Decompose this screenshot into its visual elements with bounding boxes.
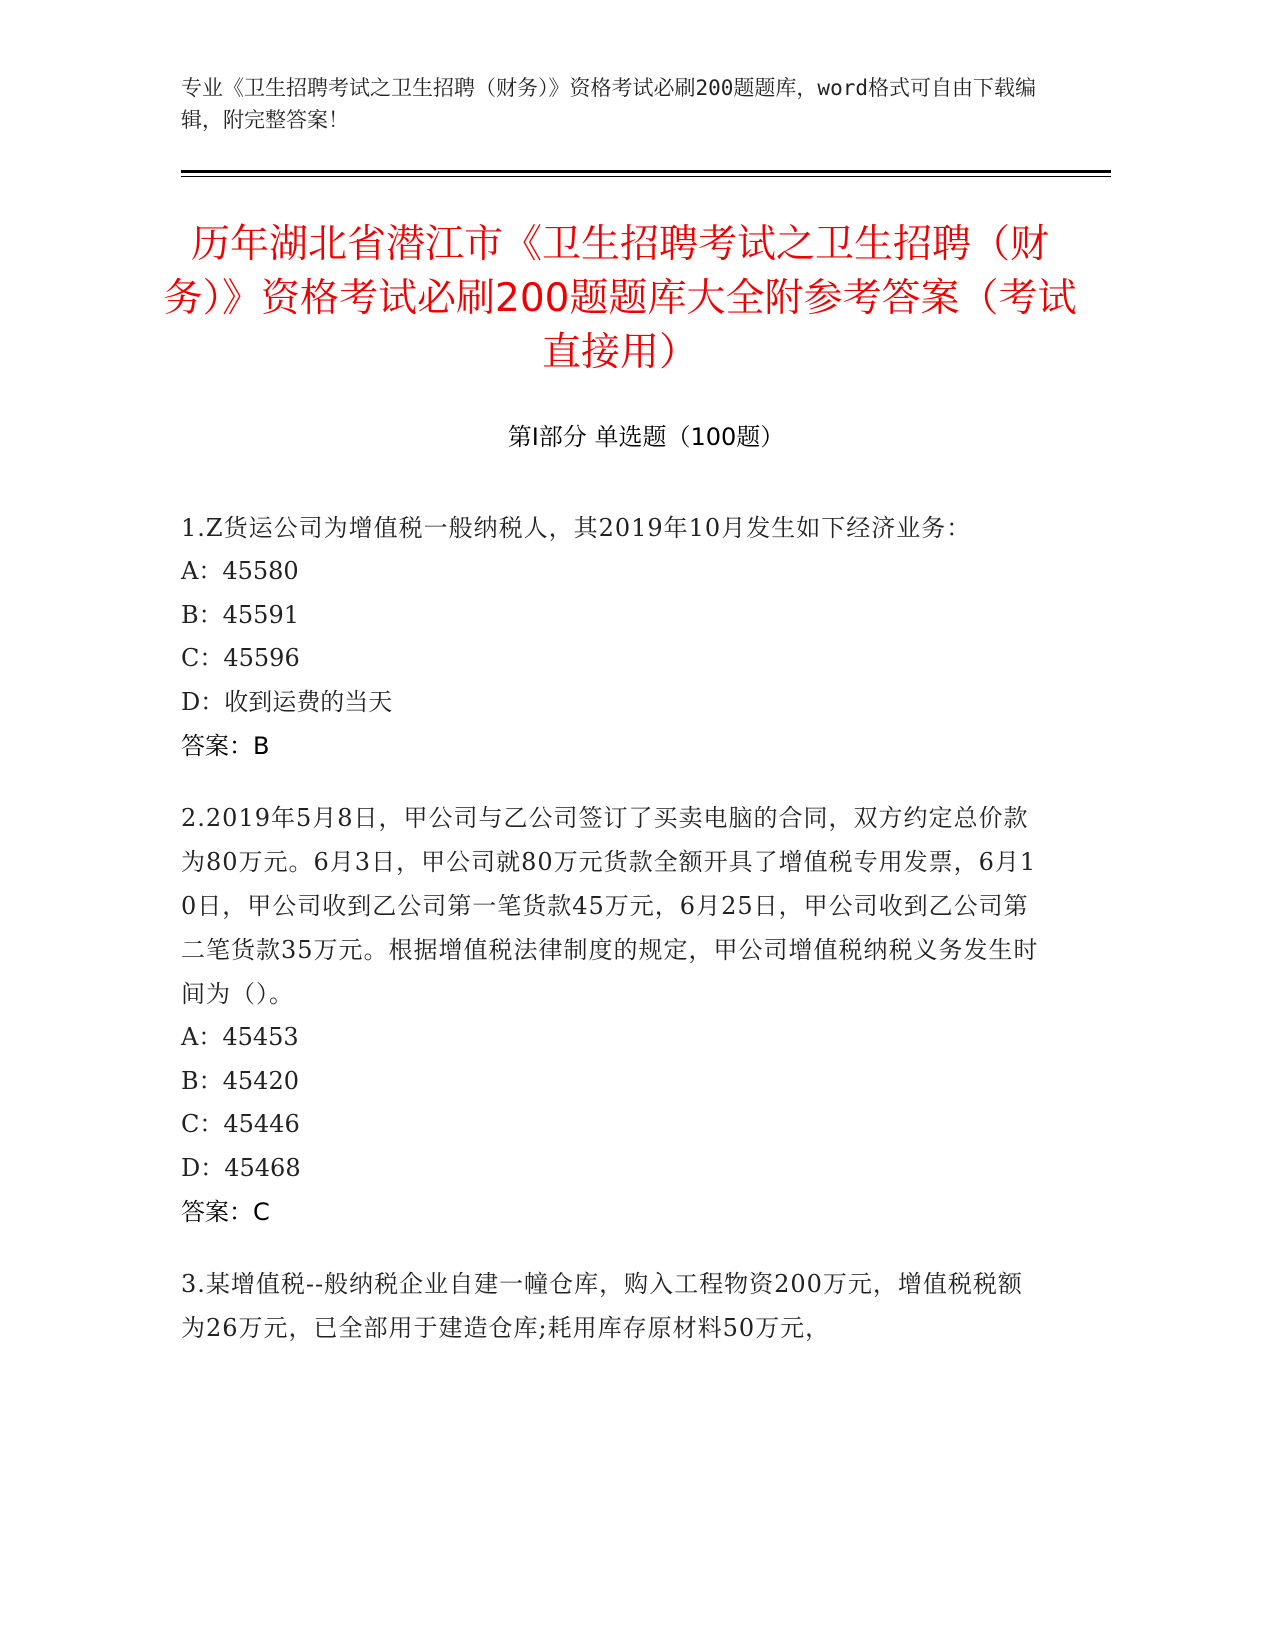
- option-letter: B：: [181, 1066, 223, 1095]
- option-text: 45580: [222, 557, 299, 585]
- answer-value: B: [253, 732, 270, 760]
- answer-line: [181, 1190, 1041, 1234]
- option-text: 45453: [222, 1023, 299, 1051]
- question-1: [181, 506, 1041, 768]
- option-c: [181, 1103, 1041, 1147]
- option-letter: B：: [181, 600, 223, 629]
- header-divider-thin: [181, 176, 1111, 177]
- option-text: 45596: [223, 644, 300, 672]
- header-divider-thick: [181, 170, 1111, 173]
- option-letter: A：: [181, 1023, 223, 1051]
- option-letter: C：: [181, 1110, 224, 1138]
- answer-label: 答案：: [181, 732, 253, 760]
- document-title: 历年湖北省潜江市《卫生招聘考试之卫生招聘（财务）》资格考试必刷200题题库大全附参考答案（考试直接用）: [163, 222, 1077, 375]
- option-letter: A：: [181, 557, 223, 585]
- answer-line: [181, 724, 1041, 768]
- section-heading: 第Ⅰ部分 单选题（100题）: [507, 423, 785, 451]
- option-text: 45591: [222, 600, 299, 629]
- option-letter: D：: [181, 687, 225, 716]
- option-text: 45446: [223, 1110, 300, 1138]
- option-c: [181, 637, 1041, 681]
- question-2: [181, 796, 1041, 1234]
- question-stem: 3.某增值税--般纳税企业自建一幢仓库，购入工程物资200万元，增值税税额为26万元，已全部用于建造仓库;耗用库存原材料50万元，: [181, 1270, 1023, 1342]
- question-stem: 2.2019年5月8日，甲公司与乙公司签订了买卖电脑的合同，双方约定总价款为80万元。6月3日，甲公司就80万元货款全额开具了增值税专用发票，6月10日，甲公司收到乙公司第一笔货款45万元，6月25日，甲公司收到乙公司第二笔货款35万元。根据增值税法律制度的规定，甲公司增值税纳税义务发生时间为（）。: [181, 804, 1039, 1008]
- option-a: [181, 1016, 1041, 1060]
- option-d: [181, 681, 1041, 725]
- question-list: [181, 506, 1041, 1378]
- answer-value: C: [253, 1198, 270, 1226]
- option-a: [181, 550, 1041, 594]
- answer-label: 答案：: [181, 1198, 253, 1226]
- option-b: [181, 594, 1041, 638]
- option-letter: C：: [181, 644, 224, 672]
- option-d: [181, 1147, 1041, 1191]
- question-stem: 1.Z货运公司为增值税一般纳税人，其2019年10月发生如下经济业务：: [181, 514, 972, 542]
- option-b: [181, 1060, 1041, 1104]
- option-letter: D：: [181, 1153, 225, 1182]
- option-text: 45468: [224, 1153, 301, 1182]
- option-text: 45420: [222, 1066, 299, 1095]
- question-3: [181, 1262, 1041, 1350]
- header-note: 专业《卫生招聘考试之卫生招聘（财务）》资格考试必刷200题题库，word格式可自由下载编辑，附完整答案！: [181, 76, 1036, 132]
- option-text: 收到运费的当天: [224, 687, 393, 716]
